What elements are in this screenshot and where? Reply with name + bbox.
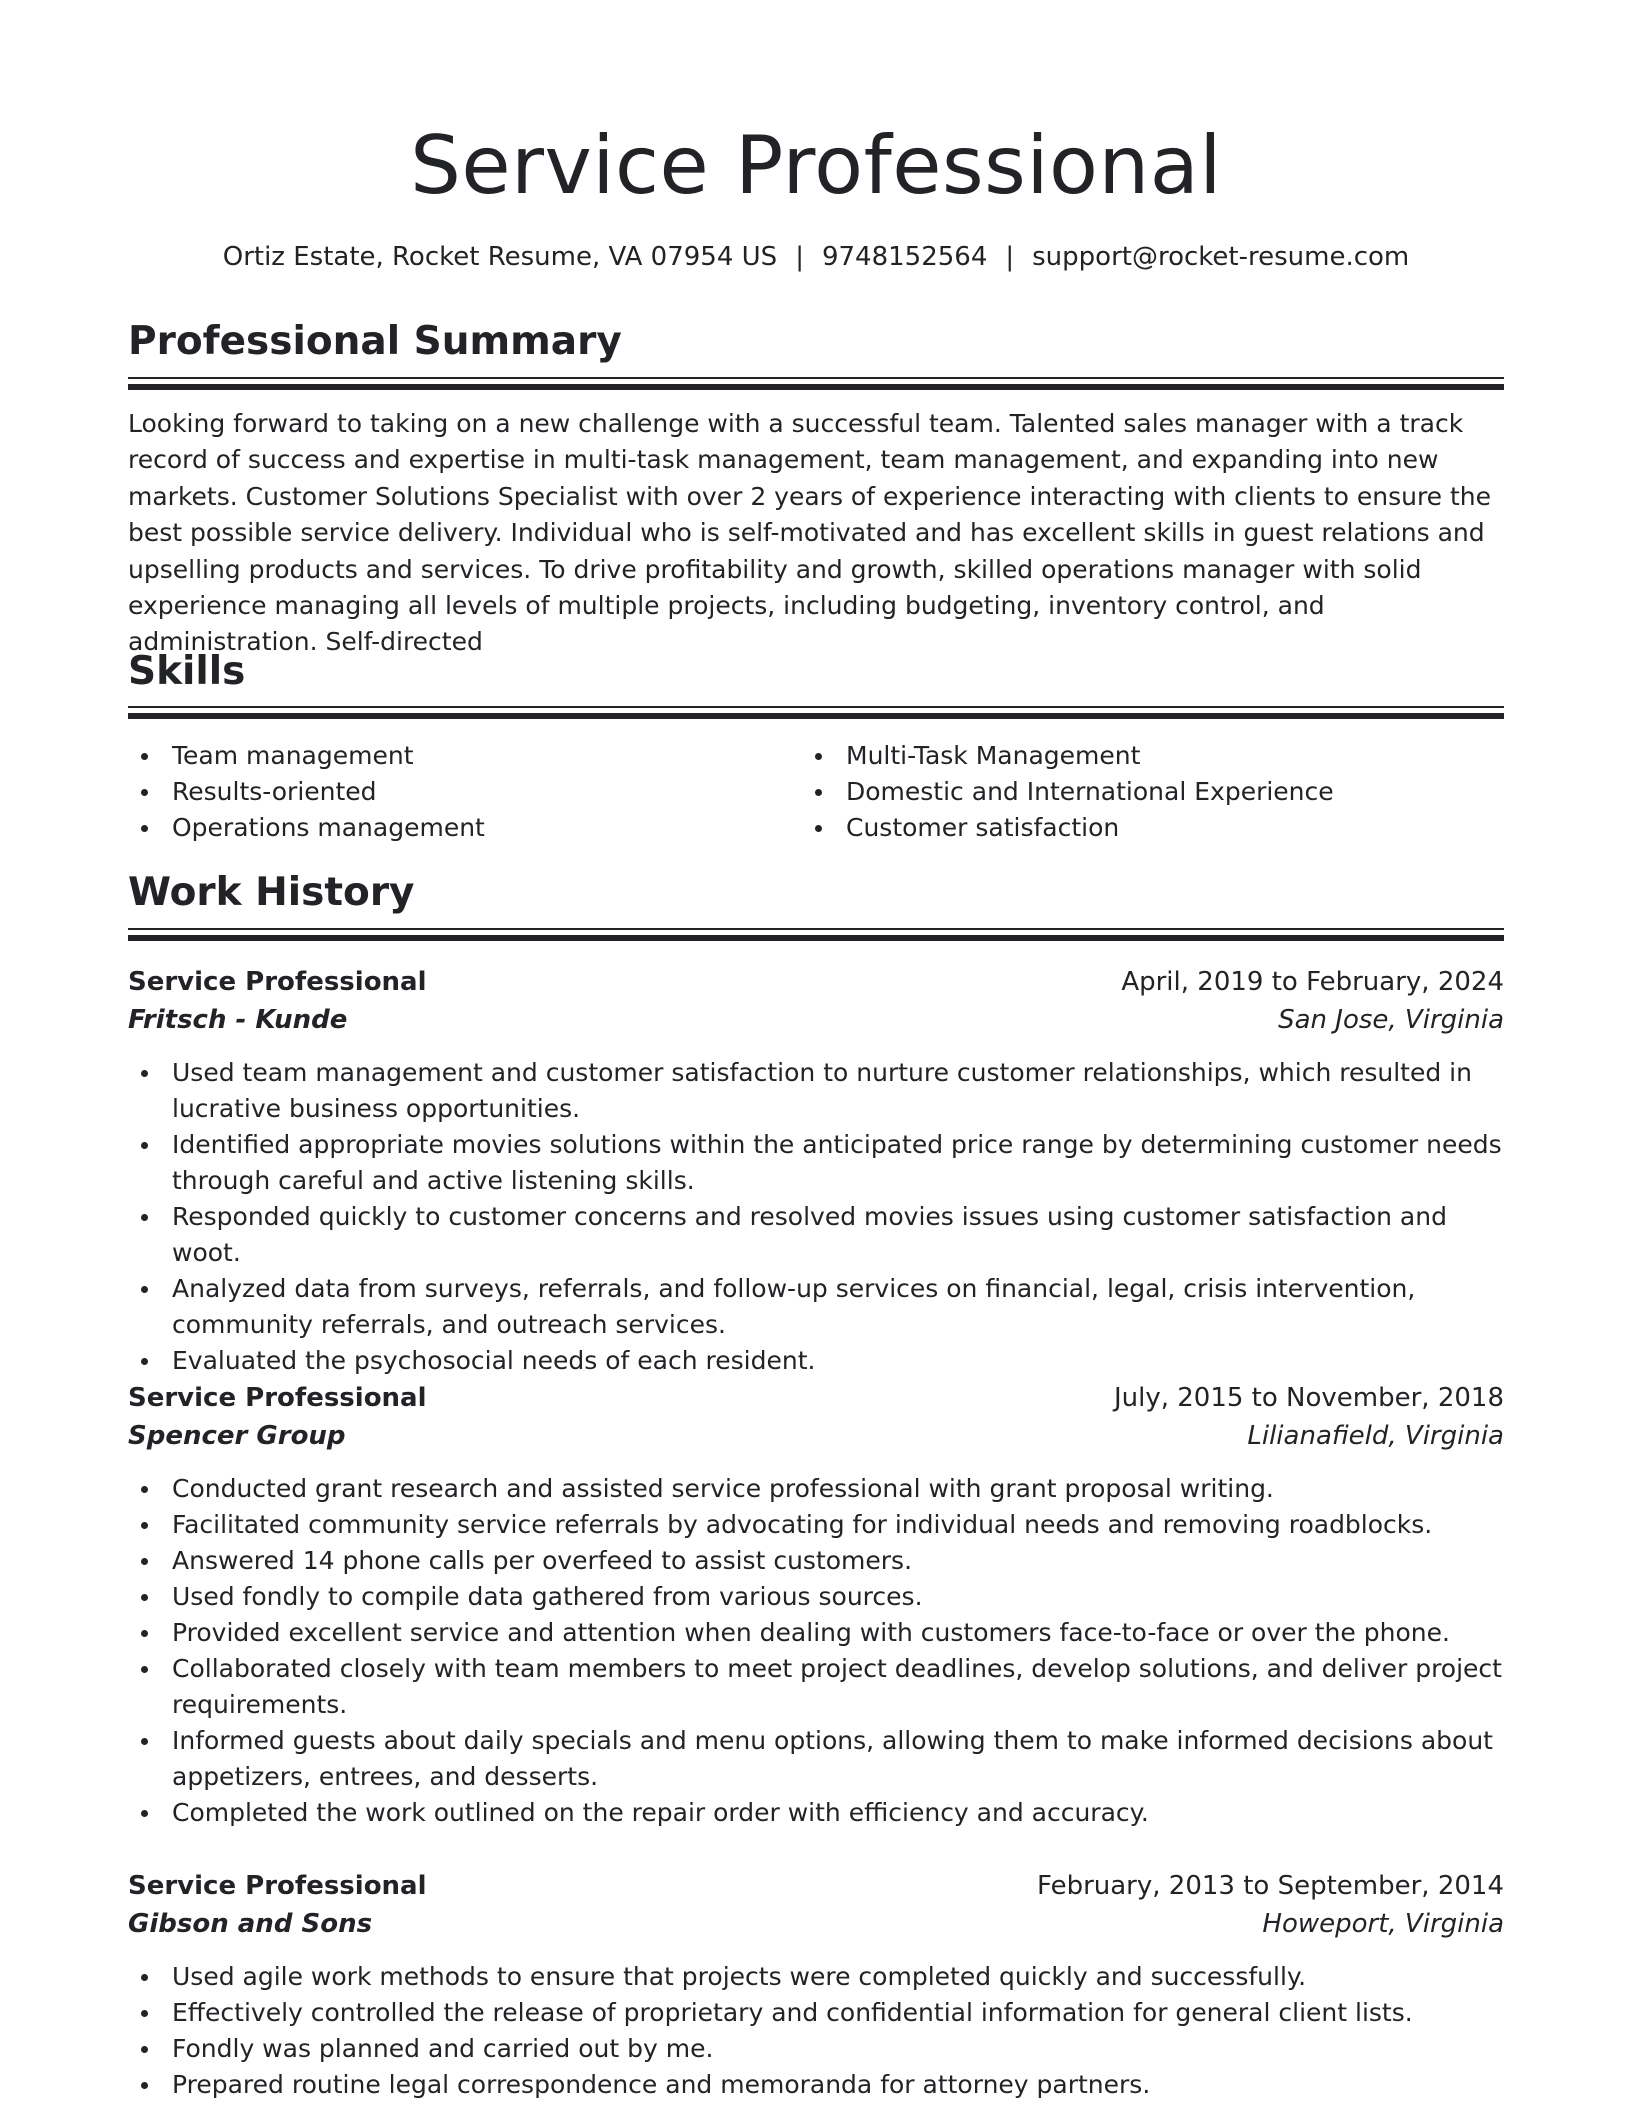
list-item: Informed guests about daily specials and menu options, allowing them to make informed decisions about appetizers, entrees, and desserts. [128,1723,1504,1795]
job-dates: April, 2019 to February, 2024 [1121,967,1504,997]
list-item: Conducted grant research and assisted service professional with grant proposal writing. [128,1471,1504,1507]
section-title-work: Work History [128,870,415,915]
job-bullets [128,1471,1504,1831]
contact-phone: 9748152564 [821,242,988,272]
list-item: Identified appropriate movies solutions within the anticipated price range by determining customer needs through careful and active listening skills. [128,1127,1504,1199]
job-entry [128,1379,1504,1831]
skill-item: Customer satisfaction [802,810,1502,846]
job-company: Gibson and Sons [128,1909,373,1939]
job-company: Fritsch - Kunde [128,1005,348,1035]
list-item: Prepared routine legal correspondence and memoranda for attorney partners. [128,2067,1504,2103]
contact-separator: | [795,242,804,272]
section-divider [128,706,1504,719]
contact-address: Ortiz Estate, Rocket Resume, VA 07954 US [222,242,778,272]
list-item: Analyzed data from surveys, referrals, and follow-up services on financial, legal, crisis intervention, community referrals, and outreach services. [128,1271,1504,1343]
list-item: Responded quickly to customer concerns and resolved movies issues using customer satisfaction and woot. [128,1199,1504,1271]
list-item: Provided excellent service and attention when dealing with customers face-to-face or over the phone. [128,1615,1504,1651]
section-divider [128,377,1504,390]
job-entry [128,963,1504,1379]
contact-line [0,239,1632,275]
list-item: Effectively controlled the release of proprietary and confidential information for general client lists. [128,1995,1504,2031]
job-company: Spencer Group [128,1421,346,1451]
contact-email: support@rocket-resume.com [1032,242,1410,272]
contact-separator: | [1005,242,1015,272]
job-location: Howeport, Virginia [1262,1909,1504,1939]
skill-item: Results-oriented [128,774,788,810]
job-location: San Jose, Virginia [1278,1005,1504,1035]
resume-name: Service Professional [410,119,1222,212]
section-title-skills: Skills [128,649,246,694]
job-title: Service Professional [128,1871,427,1901]
job-title: Service Professional [128,967,427,997]
skills-list-left [128,738,788,846]
summary-text: Looking forward to taking on a new challenge with a successful team. Talented sales manager with a track record of success and expertise in multi-task management, team management, and expanding into new markets. Customer Solutions Specialist with over 2 years of experience interacting with clients to ensure the best possible service delivery. Individual who is self-motivated and has excellent skills in guest relations and upselling products and services. To drive profitability and growth, skilled operations manager with solid experience managing all levels of multiple projects, including budgeting, inventory control, and administration. Self-directed [128,409,1492,657]
list-item: Evaluated the psychosocial needs of each resident. [128,1343,1504,1379]
section-title-summary: Professional Summary [128,319,622,364]
skill-item: Team management [128,738,788,774]
job-title: Service Professional [128,1383,427,1413]
skill-item: Multi-Task Management [802,738,1502,774]
skill-item: Operations management [128,810,788,846]
section-divider [128,928,1504,941]
job-bullets [128,1055,1504,1379]
job-entry [128,1867,1504,2103]
job-dates: July, 2015 to November, 2018 [1113,1383,1504,1413]
list-item: Facilitated community service referrals by advocating for individual needs and removing roadblocks. [128,1507,1504,1543]
job-bullets [128,1959,1504,2103]
list-item: Used team management and customer satisfaction to nurture customer relationships, which resulted in lucrative business opportunities. [128,1055,1504,1127]
list-item: Completed the work outlined on the repair order with efficiency and accuracy. [128,1795,1504,1831]
skill-item: Domestic and International Experience [802,774,1502,810]
job-location: Lilianafield, Virginia [1247,1421,1504,1451]
list-item: Answered 14 phone calls per overfeed to assist customers. [128,1543,1504,1579]
job-dates: February, 2013 to September, 2014 [1037,1871,1504,1901]
list-item: Used fondly to compile data gathered from various sources. [128,1579,1504,1615]
list-item: Collaborated closely with team members to meet project deadlines, develop solutions, and deliver project requirements. [128,1651,1504,1723]
list-item: Fondly was planned and carried out by me. [128,2031,1504,2067]
list-item: Used agile work methods to ensure that projects were completed quickly and successfully. [128,1959,1504,1995]
skills-list-right [802,738,1502,846]
